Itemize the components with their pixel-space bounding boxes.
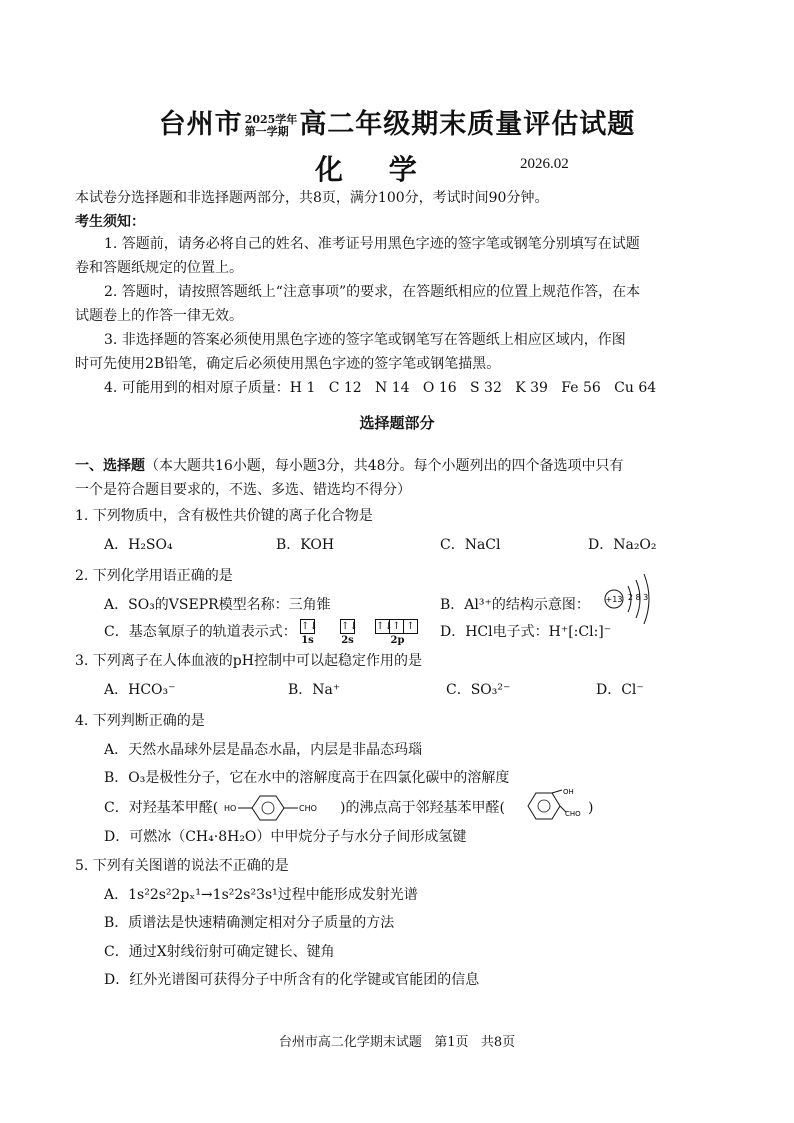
part1-description [75, 456, 624, 476]
notice-item-4: 4. 可能用到的相对原子质量：H 1 C 12 N 14 O 16 S 32 K 39 Fe 56 Cu 64 [104, 380, 657, 396]
part1-desc-line-1: （本大题共16小题，每小题3分，共48分。每个小题列出的四个备选项中只有 [145, 458, 624, 474]
q2-option-b: B．Al³⁺的结构示意图： [440, 597, 590, 613]
part1-heading: 一、选择题 [75, 458, 145, 474]
orbital-box-2p-2: ↑ [389, 619, 404, 634]
q1-stem: 1. 下列物质中，含有极性共价键的离子化合物是 [75, 508, 373, 524]
title-city: 台州市 [158, 109, 243, 140]
q1-option-a: A．H₂SO₄ [104, 537, 173, 553]
q5-option-d: D．红外光谱图可获得分子中所含有的化学键或官能团的信息 [104, 972, 480, 988]
q3-option-c: C．SO₃²⁻ [446, 682, 511, 698]
orbital-label-2p: 2p [390, 635, 405, 646]
q5-option-a: A．1s²2s²2pₓ¹→1s²2s²3s¹过程中能形成发射光谱 [104, 887, 418, 903]
orbital-box-2p-1: ↑↓ [376, 621, 393, 632]
page-footer: 台州市高二化学期末试题 第1页 共8页 [278, 1035, 516, 1050]
q4-option-c-prefix: C．对羟基苯甲醛( [104, 800, 219, 816]
part1-desc-line-2: 一个是符合题目要求的，不选、多选、错选均不得分） [75, 482, 411, 498]
q2-stem: 2. 下列化学用语正确的是 [75, 568, 233, 584]
notice-item-3-line-1: 3. 非选择题的答案必须使用黑色字迹的签字笔或钢笔写在答题纸上相应区域内，作图 [104, 332, 626, 348]
notice-item-1-line-1: 1. 答题前，请务必将自己的姓名、准考证号用黑色字迹的签字笔或钢笔分别填写在试题 [104, 236, 640, 252]
title-term: 第一学期 [244, 124, 289, 138]
orbital-box-2s: ↑↓ [341, 621, 358, 632]
atom-shell-label: 2 8 3 [627, 593, 649, 602]
q1-option-b: B．KOH [276, 537, 335, 553]
notice-item-2-line-1: 2. 答题时，请按照答题纸上“注意事项”的要求，在答题纸相应的位置上规范作答，在本 [104, 284, 641, 300]
q4-option-c-suffix: ) [588, 800, 594, 816]
q3-option-d: D．Cl⁻ [596, 682, 644, 698]
exam-date: 2026.02 [520, 156, 569, 172]
orbital-label-2s: 2s [341, 635, 354, 646]
cho-label: CHO [299, 804, 317, 813]
title-grade: 高二年级期末质量评估试题 [299, 109, 636, 140]
q4-option-c-middle: )的沸点高于邻羟基苯甲醛( [340, 800, 505, 816]
q4-stem: 4. 下列判断正确的是 [75, 713, 205, 729]
section-title: 选择题部分 [359, 414, 435, 432]
q5-option-b: B．质谱法是快速精确测定相对分子质量的方法 [104, 915, 395, 931]
ho-label: HO [224, 804, 237, 813]
orbital-box-1s: ↑↓ [301, 621, 318, 632]
orbital-2p [375, 616, 445, 646]
para-hydroxybenzaldehyde-structure [222, 792, 334, 822]
intro-text: 本试卷分选择题和非选择题两部分，共8页，满分100分，考试时间90分钟。 [75, 190, 549, 206]
orbital-label-1s: 1s [301, 635, 314, 646]
hcl-electron-formula: H⁺[:Cl:]⁻ [548, 624, 612, 640]
q5-option-c: C．通过X射线衍射可确定键长、键角 [104, 944, 335, 960]
q3-option-a: A．HCO₃⁻ [104, 682, 176, 698]
notice-item-1-line-2: 卷和答题纸规定的位置上。 [75, 260, 243, 276]
notice-item-3-line-2: 时可先使用2B铅笔，确定后必须使用黑色字迹的签字笔或钢笔描黑。 [75, 356, 501, 372]
q4-option-a: A．天然水晶球外层是晶态水晶，内层是非晶态玛瑙 [104, 742, 423, 758]
q1-option-c: C．NaCl [440, 537, 501, 553]
oh-label: OH [563, 788, 574, 796]
q5-stem: 5. 下列有关图谱的说法不正确的是 [75, 858, 289, 874]
title-term-stack [245, 114, 298, 138]
subject-title: 化 学 [315, 153, 435, 186]
title-year: 2025学年 [244, 112, 298, 126]
q2-option-d-label: D．HCl电子式： [440, 624, 549, 640]
exam-title [0, 102, 794, 141]
q1-option-d: D．Na₂O₂ [588, 537, 657, 553]
cho-ortho-label: CHO [565, 810, 581, 818]
q4-option-d: D．可燃冰（CH₄·8H₂O）中甲烷分子与水分子间形成氢键 [104, 829, 467, 845]
q3-option-b: B．Na⁺ [288, 682, 341, 698]
al-ion-structure-diagram [604, 568, 660, 630]
orbital-box-2p-3: ↑ [403, 619, 418, 634]
q4-option-b: B．O₃是极性分子，它在水中的溶解度高于在四氯化碳中的溶解度 [104, 770, 510, 786]
atom-nucleus-label: +13 [605, 595, 623, 604]
notice-heading: 考生须知： [75, 214, 145, 230]
orbital-2s [340, 616, 358, 646]
orbital-1s [300, 616, 318, 646]
ortho-hydroxybenzaldehyde-structure [524, 788, 588, 824]
notice-item-2-line-2: 试题卷上的作答一律无效。 [75, 308, 243, 324]
q3-stem: 3. 下列离子在人体血液的pH控制中可以起稳定作用的是 [75, 653, 422, 669]
q2-option-d [440, 622, 611, 642]
q2-option-a: A．SO₃的VSEPR模型名称：三角锥 [104, 597, 331, 613]
q2-option-c: C．基态氧原子的轨道表示式： [104, 624, 297, 640]
